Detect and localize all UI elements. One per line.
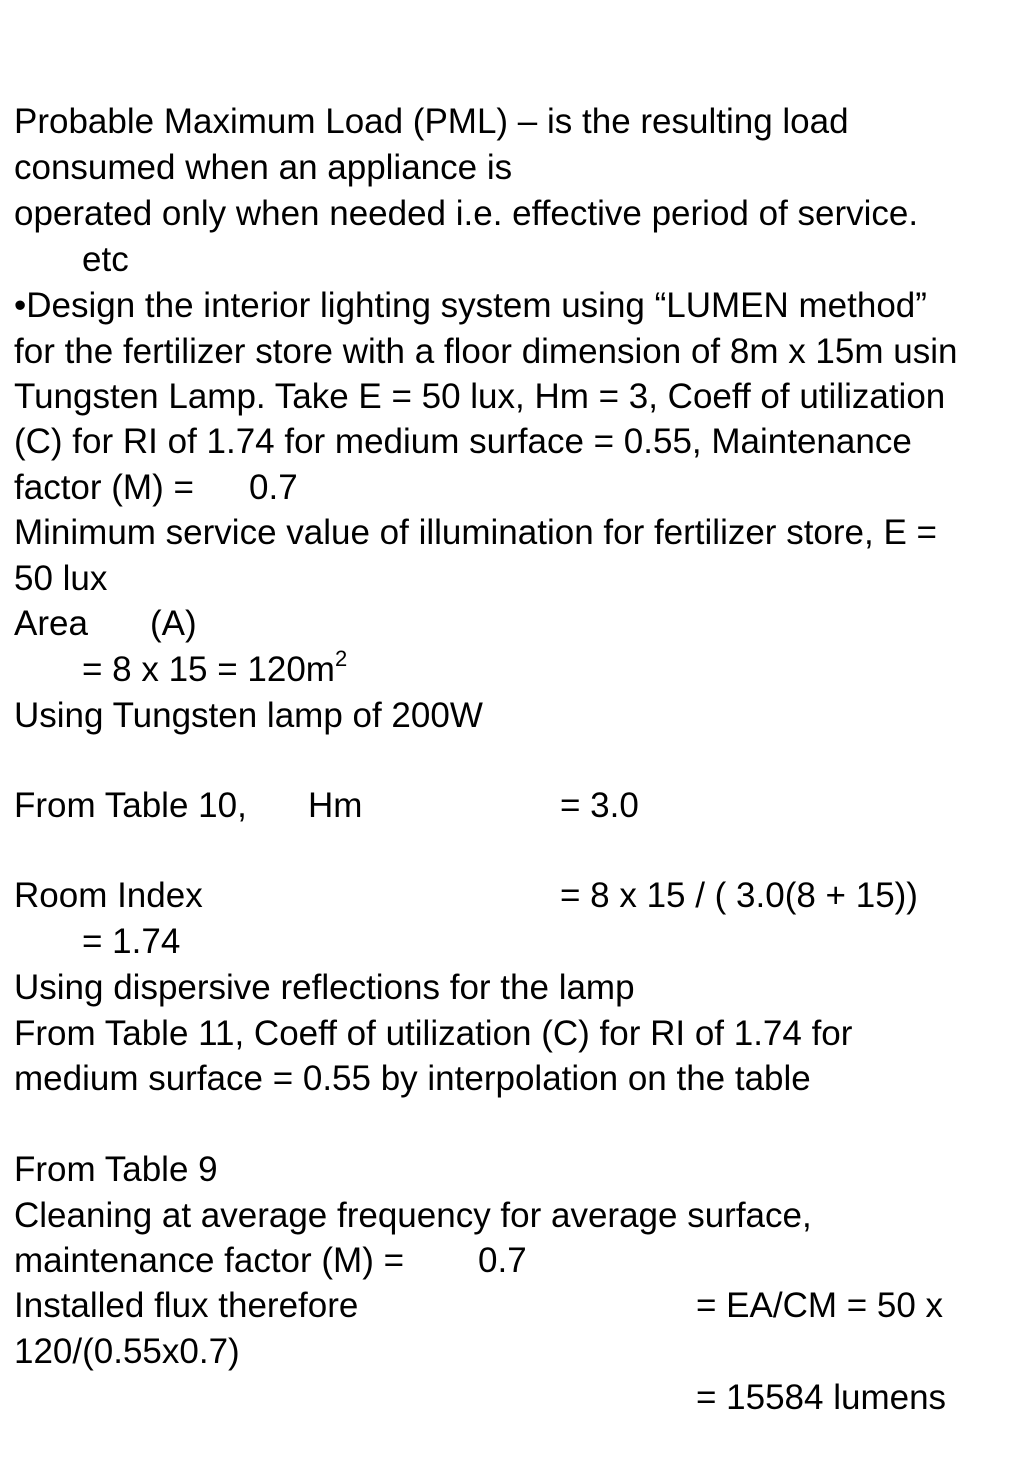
installed-flux-line bbox=[14, 1286, 944, 1326]
area-value: = 8 x 15 = 120m bbox=[82, 650, 335, 689]
mf-value: 0.7 bbox=[478, 1241, 527, 1280]
maintenance-factor-label: factor (M) = bbox=[14, 468, 194, 507]
installed-flux-formula-cont: 120/(0.55x0.7) bbox=[14, 1332, 240, 1371]
problem-statement-line-2: for the fertilizer store with a floor dimension of 8m x 15m usin bbox=[14, 332, 958, 371]
table9-heading: From Table 9 bbox=[14, 1150, 218, 1189]
cleaning-line: Cleaning at average frequency for average surface, bbox=[14, 1196, 812, 1235]
problem-statement-line-1: •Design the interior lighting system using “LUMEN method” bbox=[14, 286, 927, 325]
min-illumination-line-1: Minimum service value of illumination for fertilizer store, E = bbox=[14, 513, 937, 552]
room-index-line bbox=[14, 876, 918, 916]
problem-statement-line-4: (C) for RI of 1.74 for medium surface = 0.55, Maintenance bbox=[14, 422, 912, 461]
mf-label: maintenance factor (M) = bbox=[14, 1241, 405, 1280]
installed-flux-result: = 15584 lumens bbox=[696, 1378, 947, 1417]
area-symbol: (A) bbox=[150, 604, 197, 643]
area-calculation bbox=[82, 646, 348, 690]
problem-statement-line-5 bbox=[14, 468, 298, 508]
maintenance-factor-line bbox=[14, 1241, 527, 1281]
area-line bbox=[14, 604, 197, 644]
table11-line-1: From Table 11, Coeff of utilization (C) for RI of 1.74 for bbox=[14, 1014, 853, 1053]
room-index-label: Room Index bbox=[14, 876, 203, 915]
room-index-result: = 1.74 bbox=[82, 922, 181, 961]
maintenance-factor-value: 0.7 bbox=[249, 468, 298, 507]
min-illumination-line-2: 50 lux bbox=[14, 559, 108, 598]
area-label: Area bbox=[14, 604, 88, 643]
table10-line bbox=[14, 786, 639, 826]
lamp-choice: Using Tungsten lamp of 200W bbox=[14, 696, 483, 735]
dispersive-reflection-line: Using dispersive reflections for the lamp bbox=[14, 968, 635, 1007]
pml-definition-line-3: operated only when needed i.e. effective period of service. bbox=[14, 194, 919, 233]
pml-definition-line-1: Probable Maximum Load (PML) – is the resulting load bbox=[14, 102, 849, 141]
problem-statement-line-3: Tungsten Lamp. Take E = 50 lux, Hm = 3, Coeff of utilization bbox=[14, 377, 946, 416]
table11-line-2: medium surface = 0.55 by interpolation on the table bbox=[14, 1059, 811, 1098]
room-index-formula: = 8 x 15 / ( 3.0(8 + 15)) bbox=[560, 876, 918, 915]
area-unit-exponent: 2 bbox=[334, 646, 348, 672]
hm-label: Hm bbox=[308, 786, 363, 825]
pml-definition-line-2: consumed when an appliance is bbox=[14, 148, 513, 187]
installed-flux-label: Installed flux therefore bbox=[14, 1286, 359, 1325]
etc-text: etc bbox=[82, 240, 129, 279]
table10-label: From Table 10, bbox=[14, 786, 247, 825]
installed-flux-formula: = EA/CM = 50 x bbox=[696, 1286, 944, 1325]
hm-value: = 3.0 bbox=[560, 786, 639, 825]
